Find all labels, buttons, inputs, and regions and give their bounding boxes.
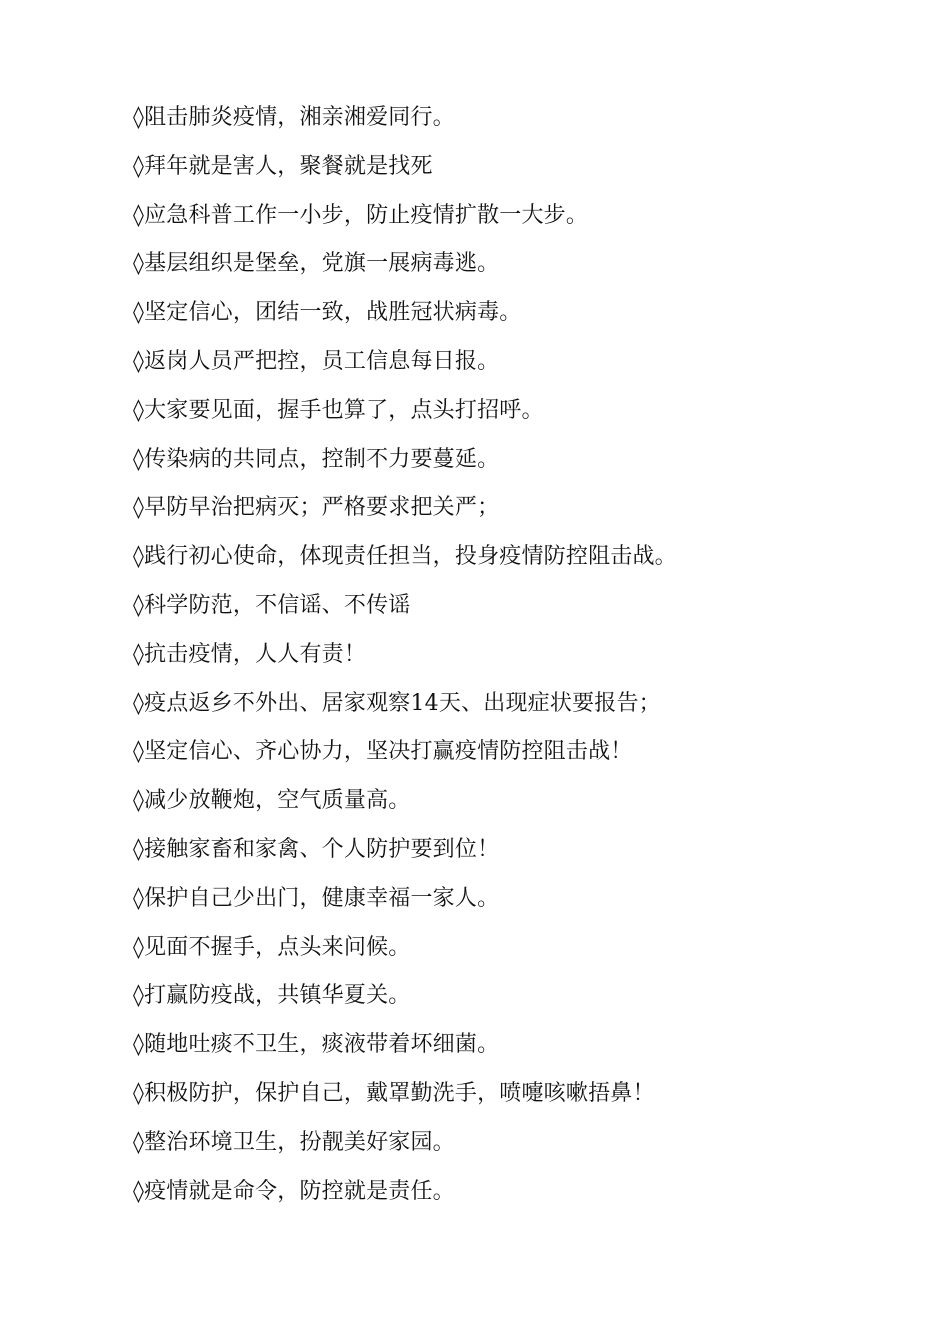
- slogan-line: ◊坚定信心，团结一致，战胜冠状病毒。: [133, 300, 522, 326]
- slogan-line: ◊减少放鞭炮，空气质量高。: [133, 788, 411, 814]
- slogan-line: ◊大家要见面，握手也算了，点头打招呼。: [133, 397, 544, 423]
- slogan-line: ◊抗击疫情，人人有责！: [133, 641, 367, 667]
- slogan-line: ◊拜年就是害人，聚餐就是找死: [133, 153, 433, 179]
- slogan-line: ◊随地吐痰不卫生，痰液带着坏细菌。: [133, 1032, 500, 1058]
- slogan-line: ◊见面不握手，点头来问候。: [133, 934, 411, 960]
- slogan-line: ◊阻击肺炎疫情，湘亲湘爱同行。: [133, 105, 455, 130]
- slogan-line: ◊坚定信心、齐心协力，坚决打赢疫情防控阻击战！: [133, 739, 633, 765]
- slogan-line: ◊应急科普工作一小步，防止疫情扩散一大步。: [133, 202, 589, 228]
- slogan-line: ◊疫情就是命令，防控就是责任。: [133, 1178, 455, 1204]
- slogan-line: ◊践行初心使命，体现责任担当，投身疫情防控阻击战。: [133, 544, 677, 570]
- slogan-line: ◊基层组织是堡垒，党旗一展病毒逃。: [133, 251, 500, 277]
- slogan-line: ◊返岗人员严把控，员工信息每日报。: [133, 348, 500, 374]
- slogan-line: ◊积极防护，保护自己，戴罩勤洗手，喷嚏咳嗽捂鼻！: [133, 1080, 655, 1106]
- slogan-line: ◊早防早治把病灭；严格要求把关严；: [133, 495, 500, 521]
- slogan-line: ◊整治环境卫生，扮靓美好家园。: [133, 1129, 455, 1155]
- slogan-line: ◊疫点返乡不外出、居家观察14天、出现症状要报告；: [133, 690, 661, 716]
- slogan-line: ◊科学防范，不信谣、不传谣: [133, 592, 411, 618]
- slogan-line: ◊保护自己少出门，健康幸福一家人。: [133, 885, 500, 911]
- slogan-line: ◊接触家畜和家禽、个人防护要到位！: [133, 836, 500, 862]
- slogan-line: ◊打赢防疫战，共镇华夏关。: [133, 983, 411, 1009]
- slogan-line: ◊传染病的共同点，控制不力要蔓延。: [133, 446, 500, 472]
- slogan-list: [133, 101, 893, 1223]
